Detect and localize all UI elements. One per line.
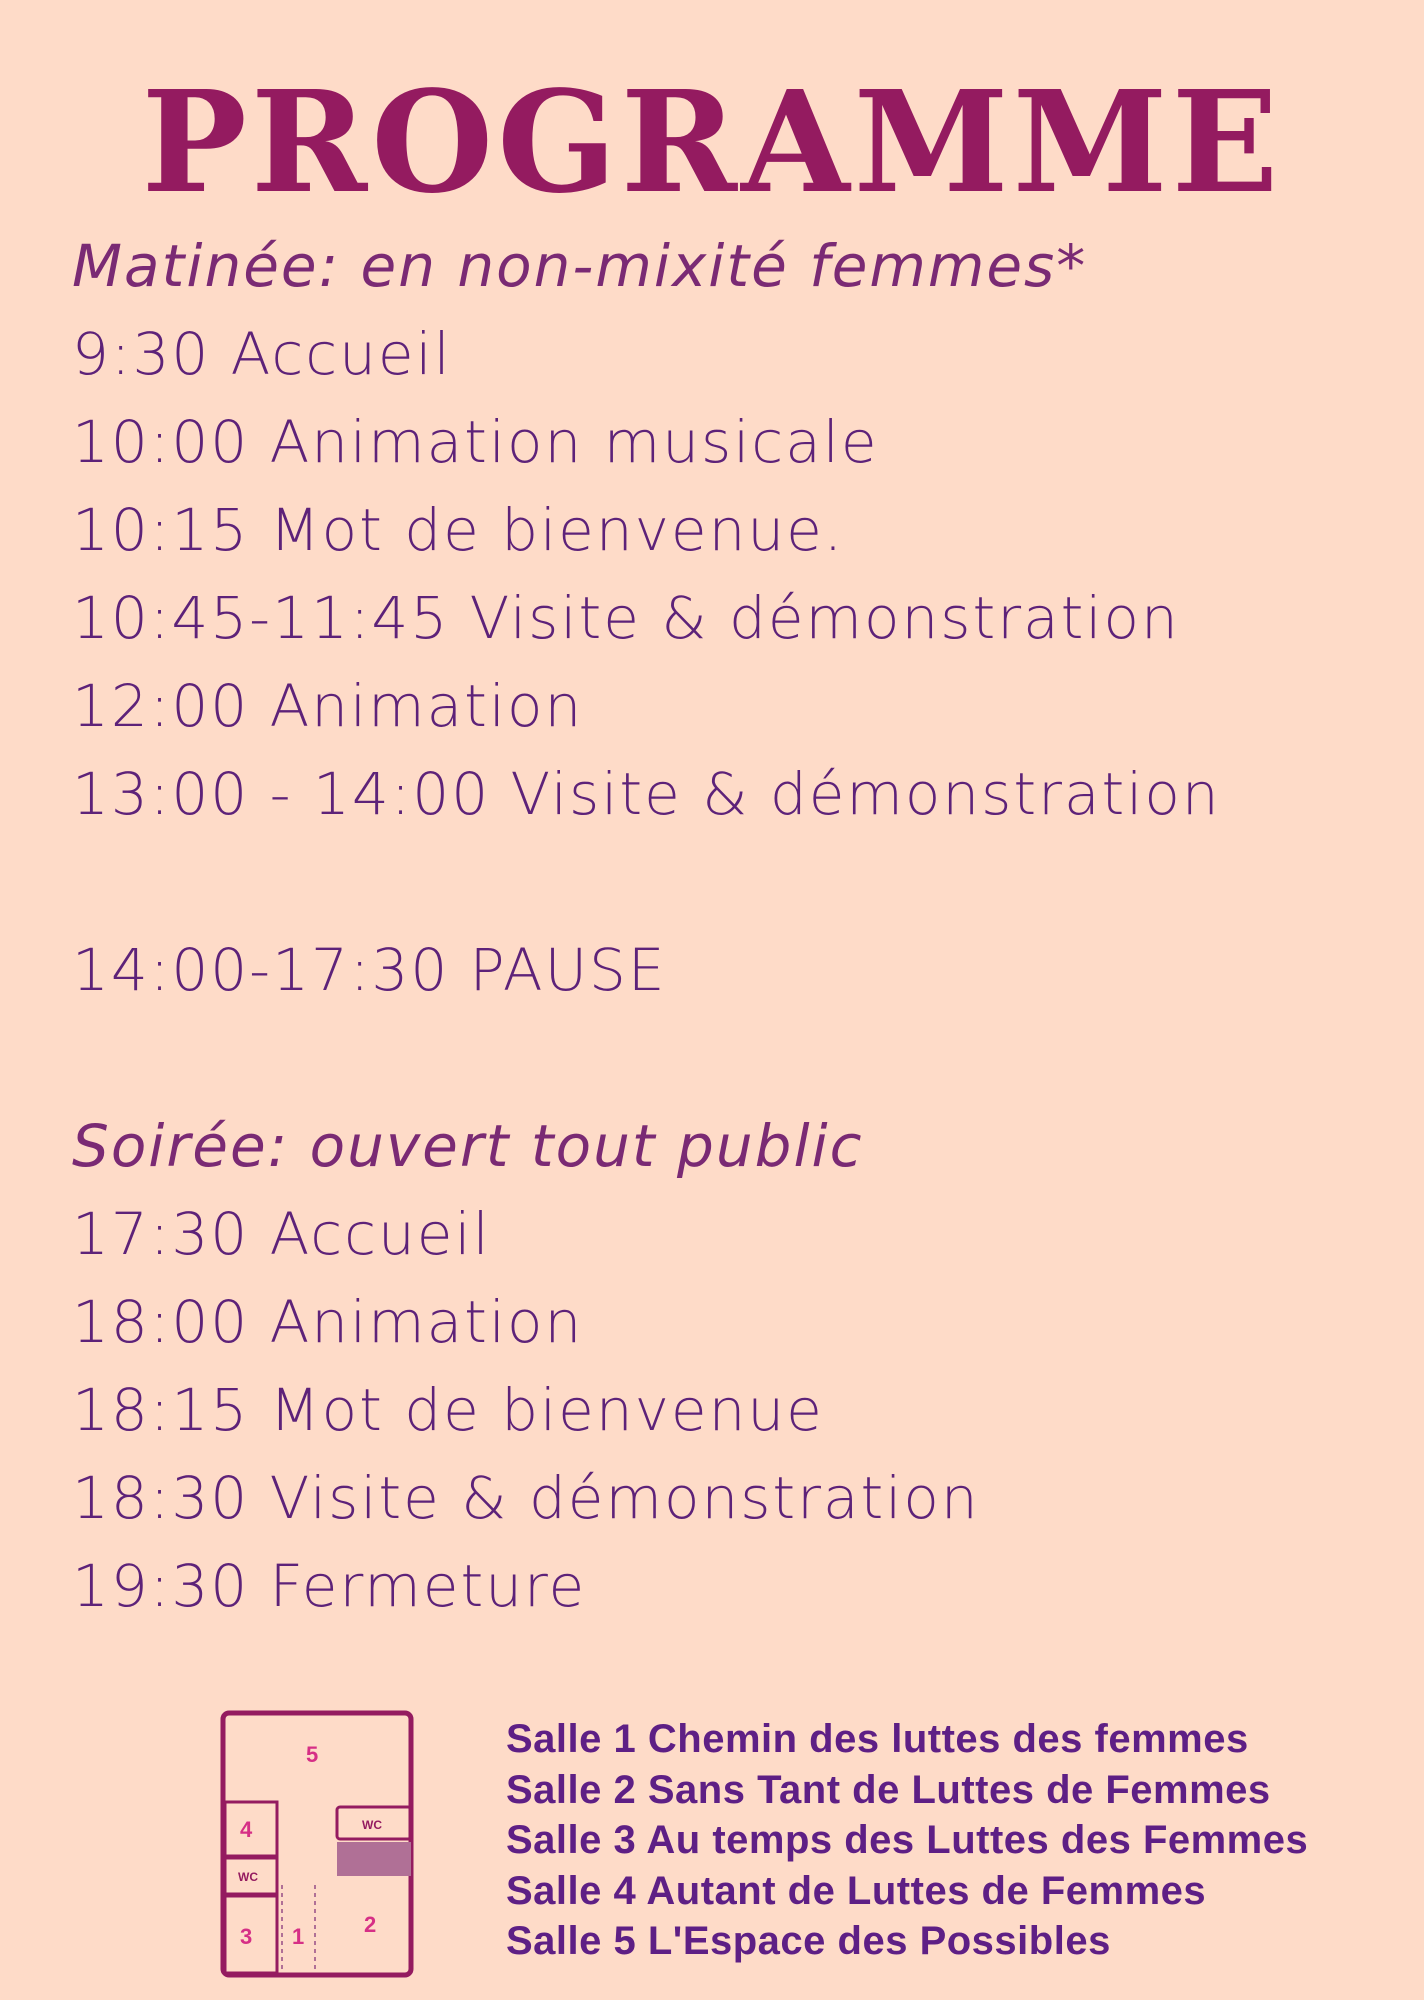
evening-item: 18:15 Mot de bienvenue: [72, 1376, 824, 1444]
evening-item: 17:30 Accueil: [72, 1200, 491, 1268]
floor-plan: [220, 1710, 414, 1978]
room-2-label: 2: [364, 1912, 377, 1937]
room-legend: [506, 1714, 1308, 1967]
morning-item: 10:15 Mot de bienvenue.: [72, 496, 845, 564]
pause-item: 14:00-17:30 PAUSE: [72, 936, 667, 1004]
morning-item: 12:00 Animation: [72, 672, 584, 740]
wc-left-label: WC: [238, 1870, 258, 1884]
evening-item: 19:30 Fermeture: [72, 1552, 587, 1620]
page-title: PROGRAMME: [141, 61, 1283, 225]
legend-item-salle-2: Salle 2 Sans Tant de Luttes de Femmes: [506, 1767, 1271, 1812]
morning-heading: Matinée: en non-mixité femmes*: [72, 232, 1088, 300]
spacer: [72, 1014, 1402, 1102]
morning-item: 10:00 Animation musicale: [72, 408, 879, 476]
morning-item: 10:45-11:45 Visite & démonstration: [72, 584, 1180, 652]
legend-item-salle-3: Salle 3 Au temps des Luttes des Femmes: [506, 1818, 1309, 1862]
room-1-label: 1: [292, 1924, 305, 1949]
floor-plan-filled-block: [337, 1842, 411, 1876]
room-5-label: 5: [306, 1742, 319, 1767]
legend-item-salle-4: Salle 4 Autant de Luttes de Femmes: [506, 1868, 1207, 1913]
legend-item-salle-1: Salle 1 Chemin des luttes des femmes: [506, 1717, 1249, 1761]
room-4-label: 4: [240, 1817, 253, 1842]
evening-item: 18:00 Animation: [72, 1288, 584, 1356]
evening-item: 18:30 Visite & démonstration: [72, 1464, 980, 1532]
morning-item: 9:30 Accueil: [72, 320, 452, 388]
room-3-label: 3: [240, 1924, 253, 1949]
wc-right-label: WC: [362, 1818, 382, 1832]
program-schedule: [72, 222, 1402, 1630]
spacer: [72, 838, 1402, 926]
legend-item-salle-5: Salle 5 L'Espace des Possibles: [506, 1919, 1111, 1963]
evening-heading: Soirée: ouvert tout public: [72, 1112, 864, 1180]
morning-item: 13:00 - 14:00 Visite & démonstration: [72, 760, 1221, 828]
